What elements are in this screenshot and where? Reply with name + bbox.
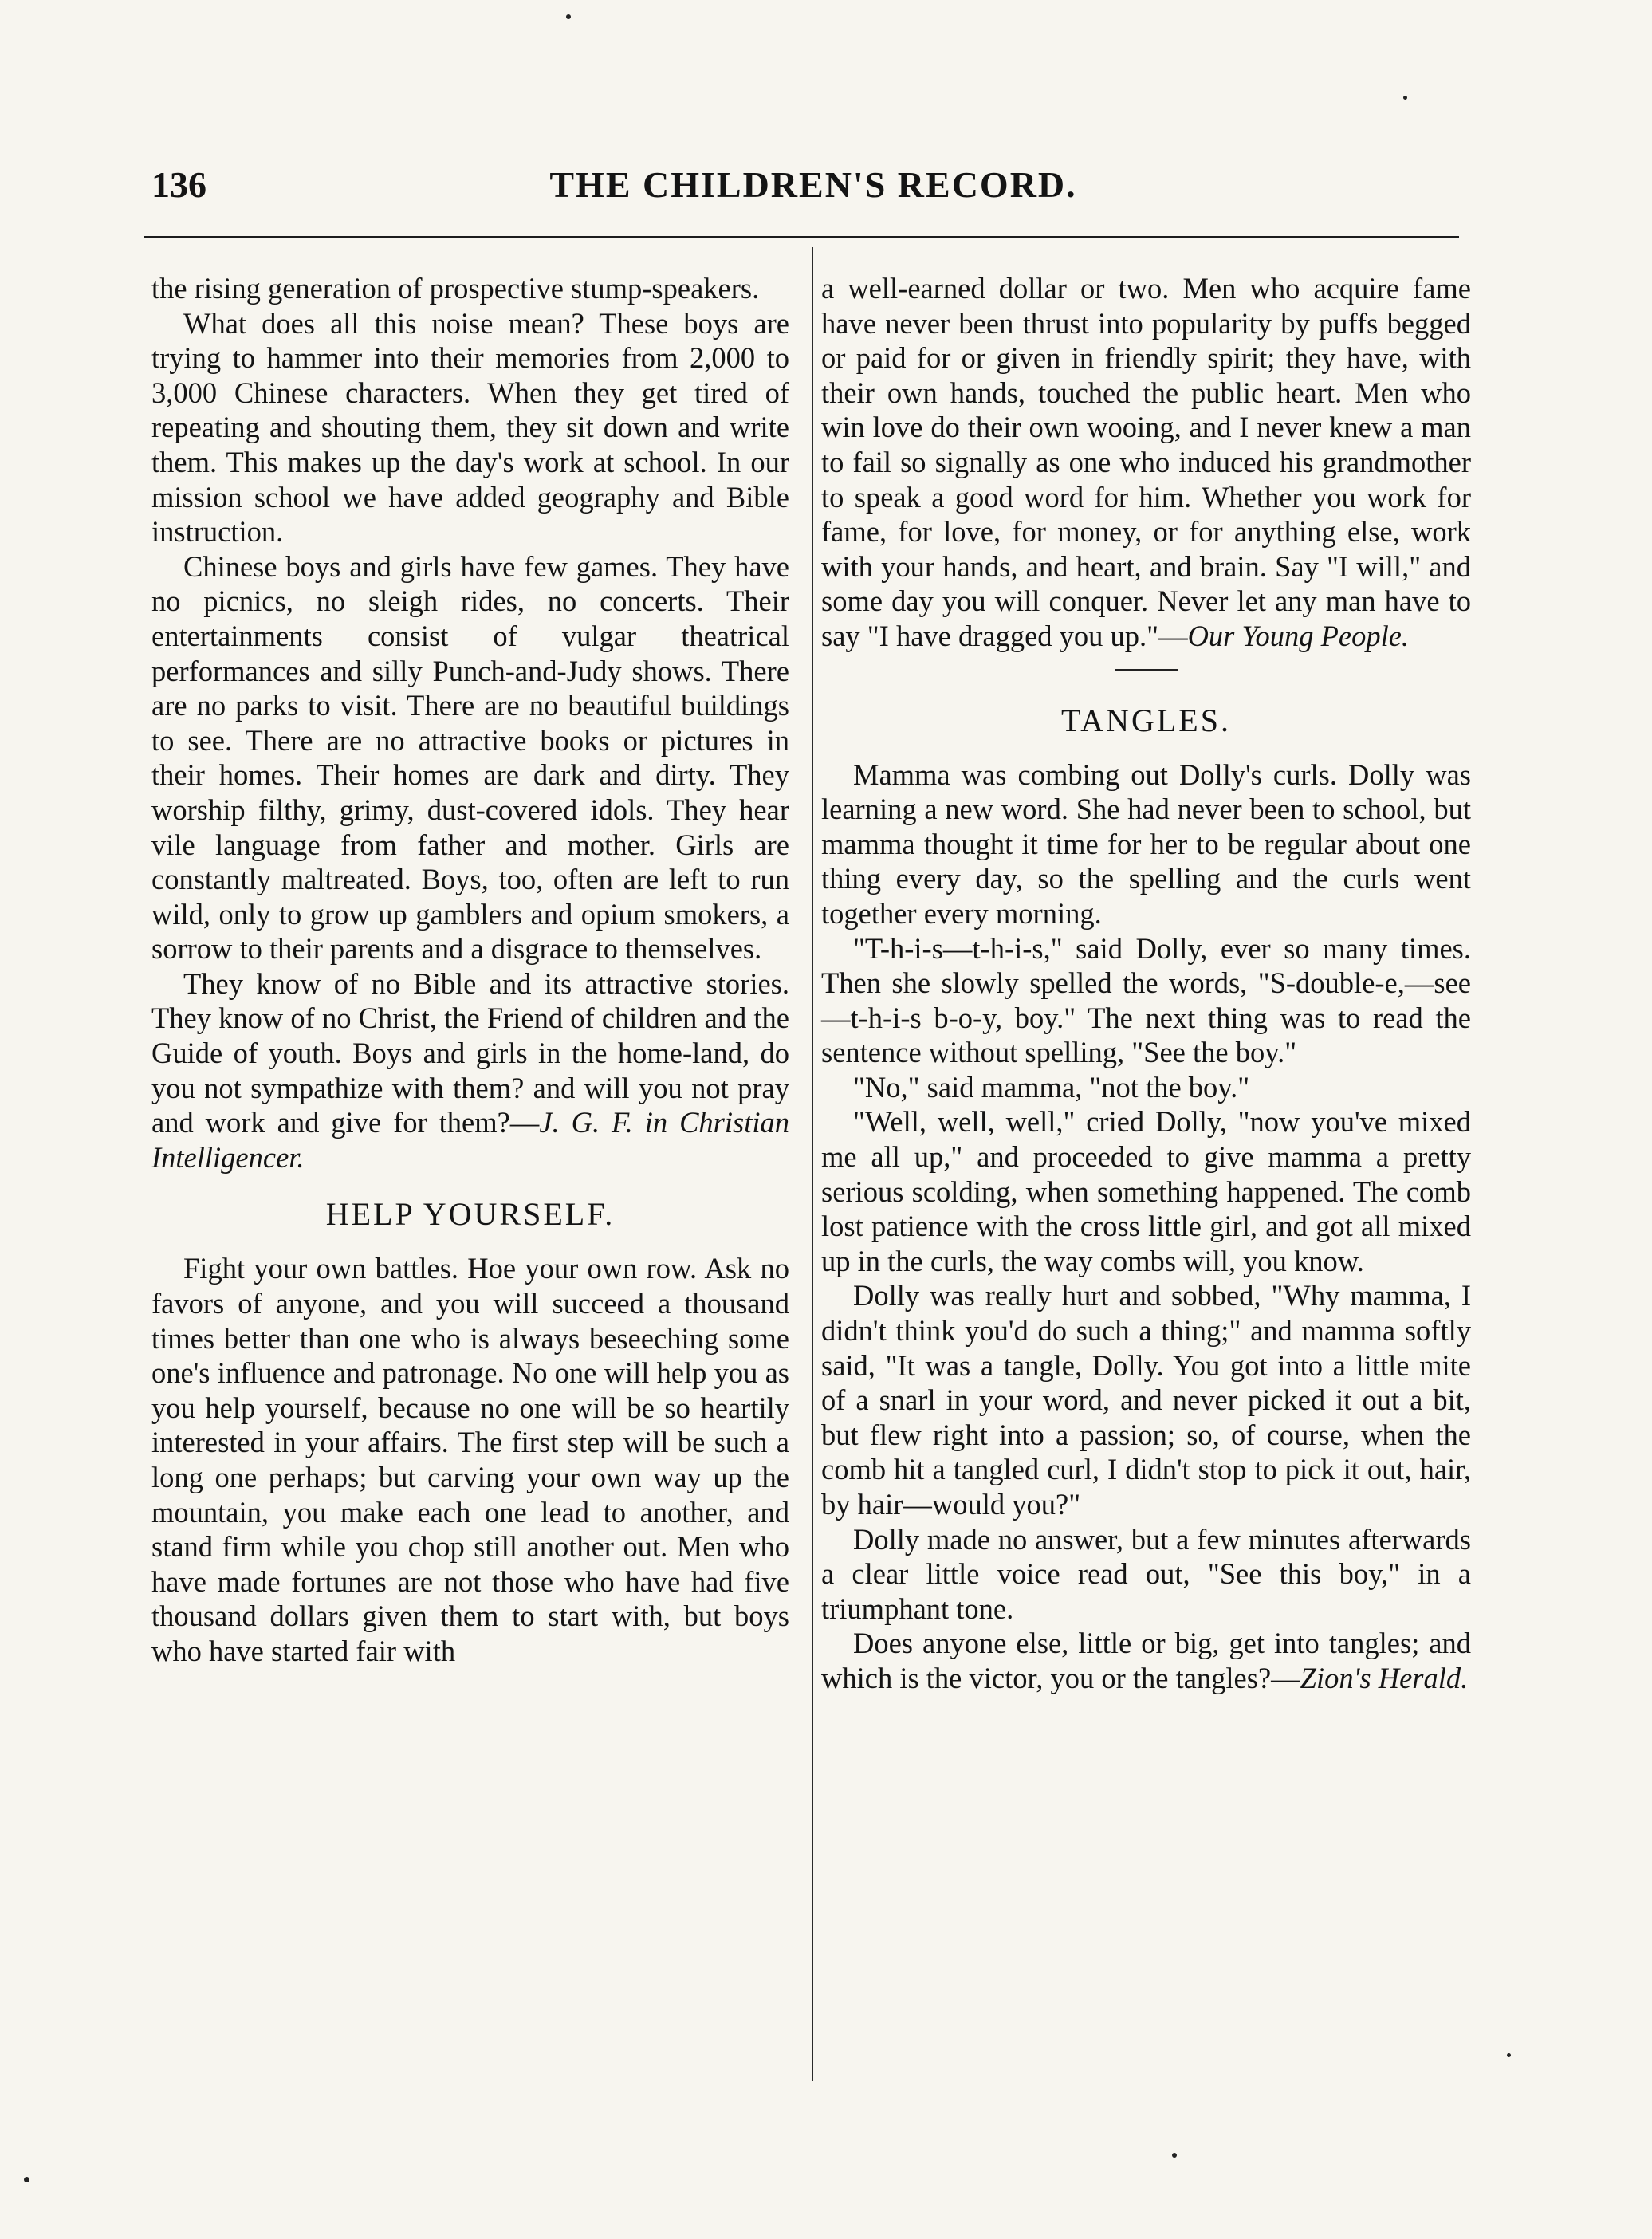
scan-speck	[24, 2177, 30, 2182]
paragraph: "No," said mamma, "not the boy."	[853, 1070, 1250, 1104]
paragraph: the rising generation of prospective stump-speakers.	[151, 272, 760, 305]
paragraph: "Well, well, well," cried Dolly, "now you've mixed me all up," and proceeded to give mamma a pretty serious scolding, when something happened. The comb lost patience with the cross little girl, and got all mixed up in the curls, the way combs will, you know.	[821, 1105, 1471, 1277]
scan-speck	[1403, 96, 1407, 100]
paragraph-text: a well-earned dollar or two. Men who acquire fame have never been thrust into popularity by puffs begged or paid for or given in friendly spirit; they have, with their own hands, touched the public heart. Men who win love do their own wooing, and I never knew a man to fail so signally as one who induced his grandmother to speak a good word for him. Whether you work for fame, for love, for money, or for anything else, work with your hands, and heart, and brain. Say "I will," and some day you will conquer. Never let any man have to say "I have dragged you up."—	[821, 272, 1471, 652]
header-rule	[144, 236, 1459, 238]
page-number: 136	[151, 164, 206, 205]
left-column	[151, 271, 789, 1669]
running-title: THE CHILDREN'S RECORD.	[549, 164, 1077, 205]
paragraph-text: They know of no Bible and its attractive stories. They know of no Christ, the Friend of children and the Guide of youth. Boys and girls in the home-land, do you not sympathize with them? and will you not pray and work and give for them?—	[151, 966, 789, 1139]
paragraph: "T-h-i-s—t-h-i-s," said Dolly, ever so many times. Then she slowly spelled the words, "S-double-e,—see—t-h-i-s b-o-y, boy." The next thing was to read the sentence without spelling, "See the boy."	[821, 931, 1471, 1069]
section-divider	[821, 657, 1471, 681]
article-heading-tangles: TANGLES.	[1060, 702, 1231, 738]
paragraph-text: Does anyone else, little or big, get into tangles; and which is the victor, you or the tangles?—	[821, 1627, 1471, 1694]
source-citation: J. G. F. in Christian Intelligencer.	[151, 1106, 790, 1174]
scan-speck	[566, 14, 571, 19]
paragraph: Mamma was combing out Dolly's curls. Dolly was learning a new word. She had never been to school, but mamma thought it time for her to be regular about one thing every day, so the spelling and the curls went together every morning.	[821, 757, 1471, 930]
paragraph	[821, 1626, 1471, 1695]
paragraph	[821, 271, 1471, 654]
paragraph: What does all this noise mean? These boys are trying to hammer into their memories from 2,000 to 3,000 Chinese characters. When they get tired of repeating and shouting them, they sit down and write them. This makes up the day's work at school. In our mission school we have added geography and Bible instruction.	[151, 306, 789, 549]
paragraph	[151, 966, 789, 1175]
source-citation: Zion's Herald.	[1300, 1661, 1469, 1694]
paragraph: Fight your own battles. Hoe your own row. Ask no favors of anyone, and you will succeed a thousand times better than one who is always beseeching some one's influence and patronage. No one will help you as you help yourself, because no one will be so heartily interested in your affairs. The first step will be such a long one perhaps; but carving your own way up the mountain, you make each one lead to another, and stand firm while you chop still another out. Men who have made fortunes are not those who have had five thousand dollars given them to start with, but boys who have started fair with	[151, 1252, 789, 1667]
scan-speck	[1507, 2053, 1511, 2057]
column-divider	[812, 247, 813, 2081]
source-citation: Our Young People.	[1187, 619, 1410, 652]
paragraph: Dolly made no answer, but a few minutes afterwards a clear little voice read out, "See this boy," in a triumphant tone.	[821, 1522, 1471, 1625]
scan-speck	[1172, 2153, 1177, 2158]
paragraph: Dolly was really hurt and sobbed, "Why mamma, I didn't think you'd do such a thing;" and mamma softly said, "It was a tangle, Dolly. You got into a little mite of a snarl in your word, and never picked it out a bit, but flew right into a passion; so, of course, when the comb hit a tangled curl, I didn't stop to pick it out, hair, by hair—would you?"	[821, 1279, 1471, 1521]
paragraph: Chinese boys and girls have few games. They have no picnics, no sleigh rides, no concerts. Their entertainments consist of vulgar theatrical performances and silly Punch-and-Judy shows. There are no parks to visit. There are no beautiful buildings to see. There are no attractive books or pictures in their homes. Their homes are dark and dirty. They worship filthy, grimy, dust-covered idols. They hear vile language from father and mother. Girls are constantly maltreated. Boys, too, often are left to run wild, only to grow up gamblers and opium smokers, a sorrow to their parents and a disgrace to themselves.	[151, 549, 789, 966]
page-header	[136, 163, 1491, 211]
right-column	[821, 271, 1471, 1696]
article-heading-help-yourself: HELP YOURSELF.	[325, 1196, 616, 1233]
